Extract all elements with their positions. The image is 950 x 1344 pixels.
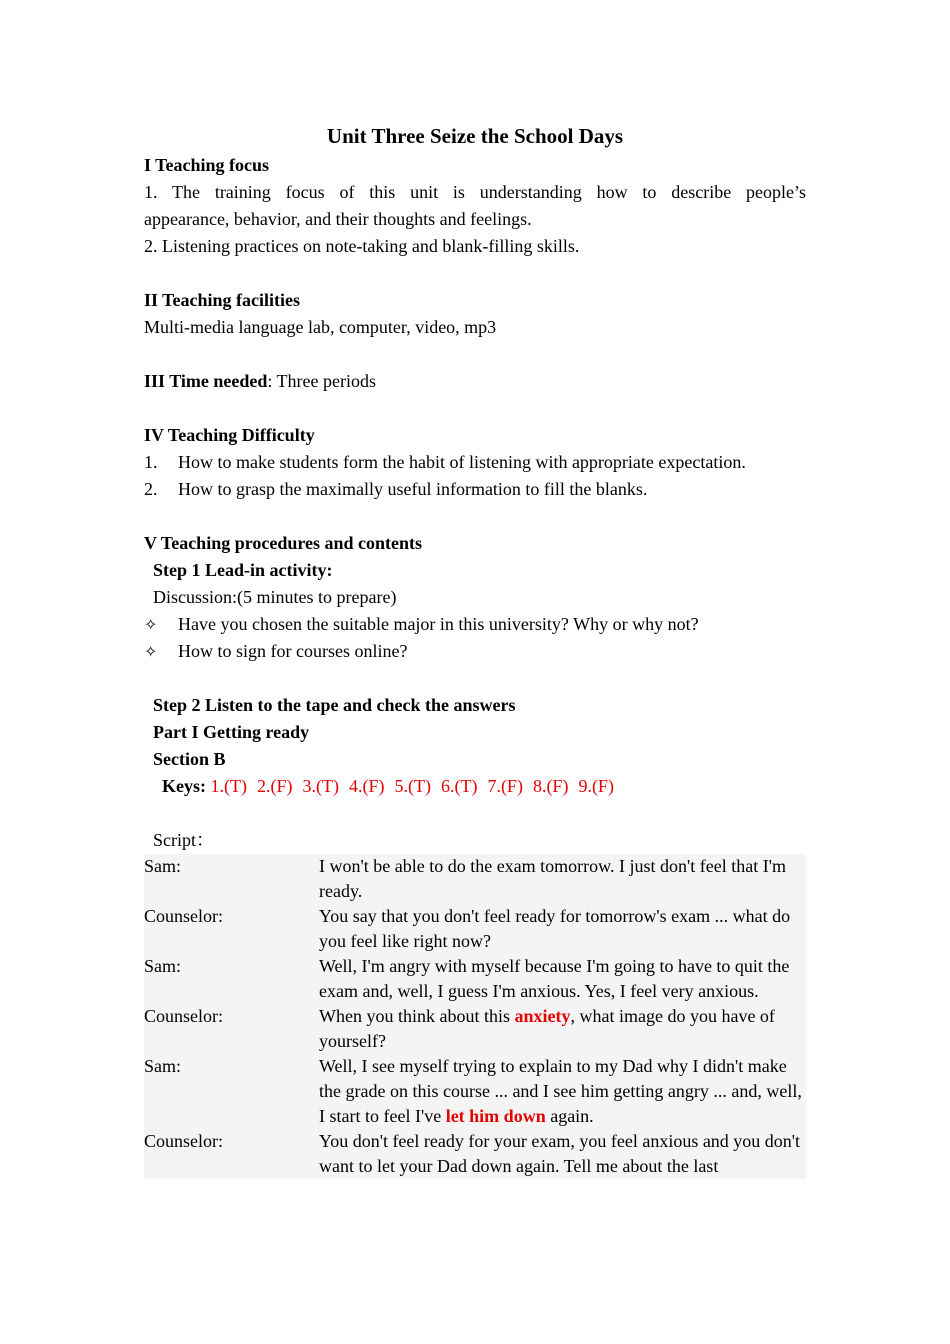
answer-key: 3.(T) [302, 776, 339, 796]
keys-label: Keys: [162, 776, 206, 796]
time-needed-line [144, 368, 806, 395]
script-line: I won't be able to do the exam tomorrow. I just don't feel that I'm ready. [319, 856, 786, 901]
script-speaker: Sam: [144, 956, 182, 976]
script-text: Well, I see myself trying to explain to my Dad why I didn't make the grade on this course ... and I see him getting angry ... and, well, I start to feel I've [319, 1056, 802, 1126]
difficulty-item [144, 476, 806, 503]
script-line [319, 1054, 806, 1129]
script-row [144, 854, 806, 904]
section-b-heading: Section B [153, 749, 226, 769]
script-speaker: Counselor: [144, 906, 223, 926]
script-line: You don't feel ready for your exam, you feel anxious and you don't want to let your Dad down again. Tell me about the last [319, 1131, 801, 1176]
section-heading-time-needed: III Time needed [144, 371, 268, 391]
focus-item-1-line-1: 1. The training focus of this unit is understanding how to describe people’s [144, 182, 806, 202]
script-row [144, 1129, 806, 1179]
highlighted-phrase: let him down [445, 1106, 546, 1126]
difficulty-text: How to grasp the maximally useful information to fill the blanks. [178, 479, 648, 499]
answer-key: 7.(F) [487, 776, 523, 796]
difficulty-text: How to make students form the habit of listening with appropriate expectation. [178, 452, 746, 472]
bullet-text: Have you chosen the suitable major in this university? Why or why not? [178, 614, 699, 634]
facilities-text: Multi-media language lab, computer, video, mp3 [144, 317, 497, 337]
highlighted-phrase: anxiety [514, 1006, 571, 1026]
answer-key: 2.(F) [256, 776, 293, 796]
section-heading-teaching-focus: I Teaching focus [144, 155, 270, 175]
answer-key: 1.(T) [210, 776, 247, 796]
answer-key: 5.(T) [394, 776, 431, 796]
section-heading-teaching-facilities: II Teaching facilities [144, 290, 301, 310]
step-2-heading: Step 2 Listen to the tape and check the answers [153, 695, 516, 715]
answer-key: 8.(F) [532, 776, 569, 796]
answer-key: 6.(T) [440, 776, 478, 796]
discussion-bullet [144, 611, 806, 638]
difficulty-number: 2. [144, 479, 158, 499]
script-speaker: Sam: [144, 1056, 182, 1076]
bullet-text: How to sign for courses online? [178, 641, 408, 661]
script-line: You say that you don't feel ready for tomorrow's exam ... what do you feel like right now? [319, 906, 791, 951]
script-table [144, 854, 806, 1179]
script-row [144, 954, 806, 1004]
section-heading-procedures: V Teaching procedures and contents [144, 533, 423, 553]
script-line: Well, I'm angry with myself because I'm going to have to quit the exam and, well, I guess I'm anxious. Yes, I feel very anxious. [319, 956, 790, 1001]
script-text: again. [545, 1106, 594, 1126]
sparkle-bullet-icon: ✧ [144, 642, 158, 661]
script-row [144, 1054, 806, 1129]
time-needed-text: : Three periods [267, 371, 376, 391]
answer-key: 4.(F) [348, 776, 385, 796]
difficulty-item [144, 449, 806, 476]
script-row [144, 904, 806, 954]
focus-item-2: 2. Listening practices on note-taking and blank-filling skills. [144, 236, 580, 256]
part-heading: Part I Getting ready [153, 722, 310, 742]
script-text: , what image do you have of yourself? [319, 1006, 775, 1051]
document-page [144, 120, 806, 1179]
script-label: Script： [153, 830, 214, 850]
sparkle-bullet-icon: ✧ [144, 615, 158, 634]
script-text: When you think about this [319, 1006, 515, 1026]
page-title: Unit Three Seize the School Days [326, 124, 624, 148]
section-heading-teaching-difficulty: IV Teaching Difficulty [144, 425, 315, 445]
discussion-bullet [144, 638, 806, 665]
answer-keys [144, 773, 806, 800]
script-row [144, 1004, 806, 1054]
focus-item-1-line-2: appearance, behavior, and their thoughts and feelings. [144, 209, 532, 229]
discussion-text: Discussion:(5 minutes to prepare) [153, 587, 397, 607]
script-speaker: Counselor: [144, 1131, 223, 1151]
script-speaker: Sam: [144, 856, 182, 876]
answer-key: 9.(F) [578, 776, 614, 796]
difficulty-number: 1. [144, 452, 158, 472]
step-1-heading: Step 1 Lead-in activity: [153, 560, 333, 580]
script-line [319, 1004, 806, 1054]
script-speaker: Counselor: [144, 1006, 223, 1026]
